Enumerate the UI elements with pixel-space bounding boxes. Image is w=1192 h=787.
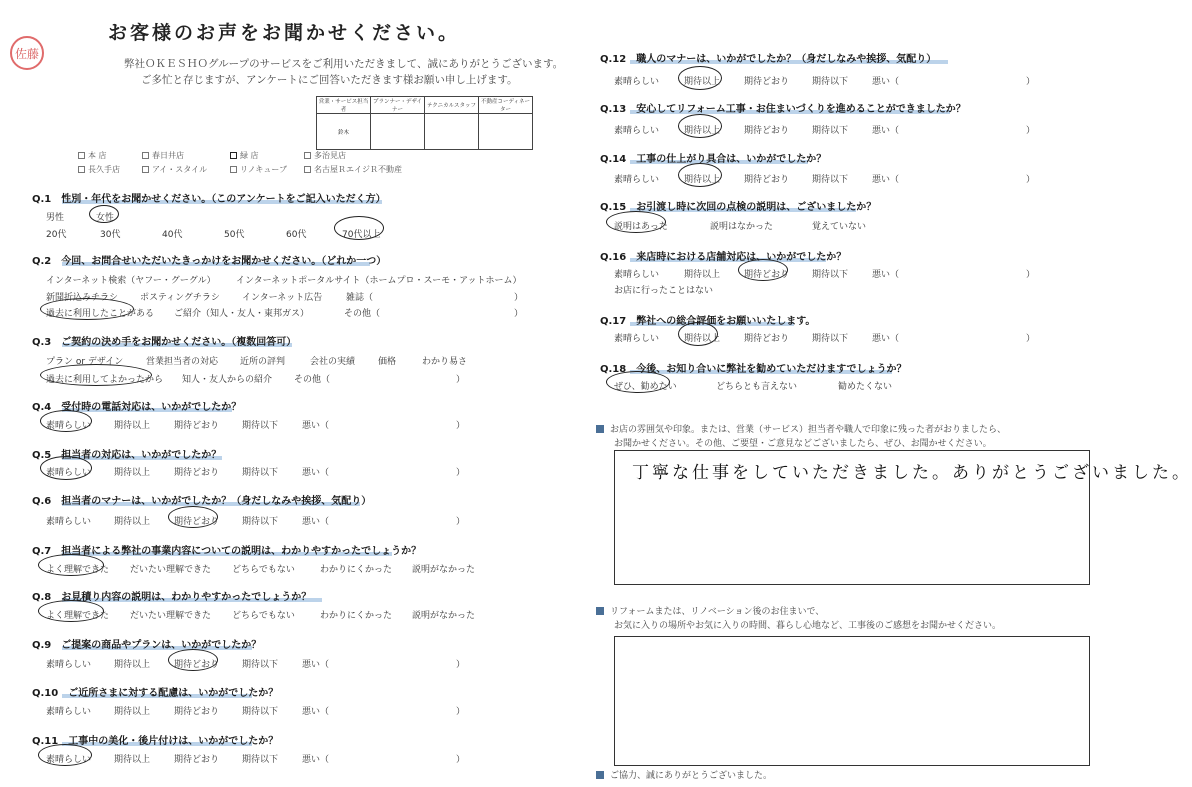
option-source[interactable]: ご紹介（知人・友人・東邦ガス） <box>174 309 310 319</box>
understand-very-well[interactable]: よく理解できた <box>46 565 110 575</box>
store-option[interactable]: 多治見店 <box>304 150 346 161</box>
understand-mostly[interactable]: だいたい理解できた <box>130 565 212 575</box>
option-never-visited[interactable]: お店に行ったことはない <box>614 286 714 296</box>
paren-close: ） <box>1026 270 1036 280</box>
answer-circle <box>678 66 722 90</box>
option-source[interactable]: 過去に利用したことがある <box>46 309 155 319</box>
question-q6: Q.6 担当者のマナーは、いかがでしたか？（身だしなみや挨拶、気配り） <box>32 496 372 507</box>
rating-excellent[interactable]: 素晴らしい <box>46 468 92 478</box>
answer-circle <box>678 163 722 187</box>
rating-bad[interactable]: 悪い（ <box>302 517 330 527</box>
store-option[interactable]: 名古屋ＲエイジＲ不動産 <box>304 164 402 175</box>
answer-circle <box>89 205 119 223</box>
rating-above[interactable]: 期待以上 <box>684 126 721 136</box>
answer-circle <box>606 371 670 393</box>
option-reason[interactable]: 近所の評判 <box>240 357 286 367</box>
rating-below[interactable]: 期待以下 <box>242 707 279 717</box>
answer-circle <box>738 259 788 281</box>
rating-excellent[interactable]: 素晴らしい <box>46 755 92 765</box>
question-q1: Q.1 性別・年代をお聞かせください。（このアンケートをご記入いただく方） <box>32 194 386 205</box>
staff-header-technical: テクニカルスタッフ <box>425 97 479 114</box>
understand-neutral[interactable]: どちらでもない <box>232 565 295 575</box>
answer-circle <box>40 298 134 320</box>
store-option[interactable]: 春日井店 <box>142 150 184 161</box>
rating-bad[interactable]: 悪い（ <box>302 707 330 717</box>
question-q18: Q.18 今後、お知り合いに弊社を勧めていただけますでしょうか？ <box>600 364 907 375</box>
option-source[interactable]: ポスティングチラシ <box>140 293 220 303</box>
question-q12: Q.12 職人のマナーは、いかがでしたか？（身だしなみや挨拶、気配り） <box>600 54 937 65</box>
understand-none[interactable]: 説明がなかった <box>412 611 476 621</box>
rating-as-expected[interactable]: 期待どおり <box>744 175 790 185</box>
rating-below[interactable]: 期待以下 <box>812 126 849 136</box>
answer-circle <box>38 600 104 622</box>
comment-answer-1: 丁寧な仕事をしていただきました。ありがとうございました。 <box>632 463 1192 483</box>
option-neutral[interactable]: どちらとも言えない <box>716 382 798 392</box>
comment-section-1-prompt-2: お聞かせください。その他、ご要望・ご意見などございましたら、ぜひ、お聞かせください。 <box>614 439 992 449</box>
thanks-note: ご協力、誠にありがとうございました。 <box>596 768 772 781</box>
option-not-recommend[interactable]: 勧めたくない <box>838 382 893 392</box>
rating-as-expected[interactable]: 期待どおり <box>744 334 790 344</box>
realestate-staff-name[interactable] <box>479 114 533 150</box>
answer-circle <box>38 744 92 766</box>
rating-bad[interactable]: 悪い（ <box>302 755 330 765</box>
paren-close: ） <box>456 517 466 527</box>
option-reason[interactable]: 営業担当者の対応 <box>146 357 219 367</box>
staff-header-realestate: 不動産コーディネーター <box>479 97 533 114</box>
rating-excellent[interactable]: 素晴らしい <box>614 270 660 280</box>
rating-bad[interactable]: 悪い（ <box>302 421 330 431</box>
option-dont-remember[interactable]: 覚えていない <box>812 222 867 232</box>
option-age[interactable]: 30代 <box>100 230 121 240</box>
rating-below[interactable]: 期待以下 <box>242 421 279 431</box>
store-option[interactable]: リノキューブ <box>230 164 287 175</box>
store-option[interactable]: 緑 店 <box>230 150 259 161</box>
rating-above[interactable]: 期待以上 <box>114 468 151 478</box>
rating-as-expected[interactable]: 期待どおり <box>174 517 220 527</box>
paren-close: ） <box>1026 334 1036 344</box>
rating-above[interactable]: 期待以上 <box>684 77 721 87</box>
option-age[interactable]: 40代 <box>162 230 183 240</box>
option-reason[interactable]: 会社の実績 <box>310 357 356 367</box>
rating-above[interactable]: 期待以上 <box>684 270 721 280</box>
staff-header-sales: 営業・サービス担当者 <box>317 97 371 114</box>
comment-section-2-prompt: リフォームまたは、リノベーション後のお住まいで、 <box>596 604 824 617</box>
question-q5: Q.5 担当者の対応は、いかがでしたか？ <box>32 450 222 461</box>
rating-as-expected[interactable]: 期待どおり <box>174 707 220 717</box>
option-age[interactable]: 20代 <box>46 230 67 240</box>
question-q16: Q.16 来店時における店舗対応は、いかがでしたか？ <box>600 252 847 263</box>
section-marker-icon <box>596 607 604 615</box>
question-q17: Q.17 弊社への総合評価をお願いいたします。 <box>600 316 816 327</box>
rating-above[interactable]: 期待以上 <box>114 755 151 765</box>
option-reason[interactable]: わかり易さ <box>422 357 468 367</box>
answer-circle <box>678 114 722 138</box>
answer-circle <box>168 649 218 671</box>
intro-line-2: ご多忙と存じますが、アンケートにご回答いただきます様お願い申し上げます。 <box>141 74 518 86</box>
answer-circle <box>678 322 721 346</box>
store-option[interactable]: 本 店 <box>78 150 107 161</box>
rating-bad[interactable]: 悪い（ <box>872 126 900 136</box>
rating-above[interactable]: 期待以上 <box>684 175 721 185</box>
rating-above[interactable]: 期待以上 <box>114 707 151 717</box>
comment-box-2[interactable] <box>614 636 1090 766</box>
rating-excellent[interactable]: 素晴らしい <box>614 126 660 136</box>
paren-close: ） <box>456 660 466 670</box>
option-source[interactable]: インターネット検索（ヤフー・グーグル） <box>46 276 216 286</box>
understand-hard[interactable]: わかりにくかった <box>320 565 393 575</box>
rating-as-expected[interactable]: 期待どおり <box>744 77 790 87</box>
option-source[interactable]: 新聞折込みチラシ <box>46 293 119 303</box>
rating-bad[interactable]: 悪い（ <box>302 468 330 478</box>
option-age[interactable]: 70代以上 <box>342 230 381 240</box>
question-q14: Q.14 工事の仕上がり具合は、いかがでしたか？ <box>600 154 827 165</box>
answer-circle <box>40 456 92 480</box>
understand-mostly[interactable]: だいたい理解できた <box>130 611 212 621</box>
question-q11: Q.11 工事中の美化・後片付けは、いかがでしたか？ <box>32 736 279 747</box>
rating-bad[interactable]: 悪い（ <box>872 77 900 87</box>
paren-close: ） <box>1026 77 1036 87</box>
rating-as-expected[interactable]: 期待どおり <box>744 126 790 136</box>
rating-above[interactable]: 期待以上 <box>114 517 151 527</box>
option-recommend[interactable]: ぜひ、勧めたい <box>614 382 677 392</box>
sales-staff-name[interactable]: 鈴木 <box>317 114 371 150</box>
rating-bad[interactable]: 悪い（ <box>872 270 900 280</box>
paren-close: ） <box>456 421 466 431</box>
planner-staff-name[interactable] <box>371 114 425 150</box>
page-title: お客様のお声をお聞かせください。 <box>108 22 461 44</box>
option-explained[interactable]: 説明はあった <box>614 222 668 232</box>
rating-excellent[interactable]: 素晴らしい <box>614 77 660 87</box>
rating-below[interactable]: 期待以下 <box>812 77 849 87</box>
answer-circle <box>606 211 666 233</box>
rating-below[interactable]: 期待以下 <box>242 660 279 670</box>
rating-below[interactable]: 期待以下 <box>812 334 849 344</box>
rating-as-expected[interactable]: 期待どおり <box>174 421 220 431</box>
option-source[interactable]: インターネットポータルサイト（ホームプロ・スーモ・アットホーム） <box>236 276 522 286</box>
rating-as-expected[interactable]: 期待どおり <box>174 660 220 670</box>
answer-circle <box>40 410 92 432</box>
paren-close: ） <box>514 293 524 303</box>
section-marker-icon <box>596 425 604 433</box>
seal-stamp: 佐藤 <box>10 36 44 70</box>
rating-below[interactable]: 期待以下 <box>242 517 279 527</box>
question-q2: Q.2 今回、お問合せいただいたきっかけをお聞かせください。（どれか一つ） <box>32 256 387 267</box>
paren-close: ） <box>456 468 466 478</box>
option-reason[interactable]: その他（ <box>294 375 331 385</box>
store-option[interactable]: アイ・スタイル <box>142 164 207 175</box>
rating-above[interactable]: 期待以上 <box>114 660 151 670</box>
rating-as-expected[interactable]: 期待どおり <box>744 270 790 280</box>
rating-excellent[interactable]: 素晴らしい <box>46 421 92 431</box>
option-not-explained[interactable]: 説明はなかった <box>710 222 774 232</box>
rating-above[interactable]: 期待以上 <box>684 334 721 344</box>
answer-circle <box>168 506 218 528</box>
option-age[interactable]: 60代 <box>286 230 307 240</box>
comment-section-2-prompt-2: お気に入りの場所やお気に入りの時間、暮らし心地など、工事後のご感想をお聞かせください。 <box>614 621 1002 631</box>
technical-staff-name[interactable] <box>425 114 479 150</box>
option-age[interactable]: 50代 <box>224 230 245 240</box>
answer-circle <box>334 216 384 240</box>
option-reason[interactable]: 過去に利用してよかったから <box>46 375 164 385</box>
rating-below[interactable]: 期待以下 <box>812 270 849 280</box>
option-reason[interactable]: 価格 <box>378 357 397 367</box>
rating-excellent[interactable]: 素晴らしい <box>46 660 92 670</box>
rating-above[interactable]: 期待以上 <box>114 421 151 431</box>
option-female[interactable]: 女性 <box>96 213 115 223</box>
question-q3: Q.3 ご契約の決め手をお聞かせください。（複数回答可） <box>32 337 297 348</box>
staff-header-planner: プランナー・デザイナー <box>371 97 425 114</box>
rating-below[interactable]: 期待以下 <box>812 175 849 185</box>
paren-close: ） <box>1026 126 1036 136</box>
question-q7: Q.7 担当者による弊社の事業内容についての説明は、わかりやすかったでしょうか？ <box>32 546 422 557</box>
paren-close: ） <box>456 375 466 385</box>
comment-section-1-prompt: お店の雰囲気や印象。または、営業（サービス）担当者や職人で印象に残った者がおりましたら、 <box>596 422 1006 435</box>
answer-circle <box>38 554 104 576</box>
understand-very-well[interactable]: よく理解できた <box>46 611 110 621</box>
store-option[interactable]: 長久手店 <box>78 164 120 175</box>
answer-circle <box>40 364 152 386</box>
paren-close: ） <box>456 707 466 717</box>
understand-hard[interactable]: わかりにくかった <box>320 611 393 621</box>
rating-below[interactable]: 期待以下 <box>242 755 279 765</box>
rating-excellent[interactable]: 素晴らしい <box>46 707 92 717</box>
paren-close: ） <box>514 309 524 319</box>
option-source[interactable]: インターネット広告 <box>242 293 323 303</box>
question-q13: Q.13 安心してリフォーム工事・お住まいづくりを進めることができましたか？ <box>600 104 966 115</box>
question-q10: Q.10 ご近所さまに対する配慮は、いかがでしたか？ <box>32 688 279 699</box>
option-male[interactable]: 男性 <box>46 213 65 223</box>
rating-as-expected[interactable]: 期待どおり <box>174 755 220 765</box>
intro-line-1: 弊社ＯＫＥＳＨＯグループのサービスをご利用いただきまして、誠にありがとうございます。 <box>124 58 564 70</box>
option-source[interactable]: 雑誌（ <box>346 293 374 303</box>
rating-as-expected[interactable]: 期待どおり <box>174 468 220 478</box>
rating-excellent[interactable]: 素晴らしい <box>46 517 92 527</box>
question-q15: Q.15 お引渡し時に次回の点検の説明は、ございましたか？ <box>600 202 877 213</box>
question-q8: Q.8 お見積り内容の説明は、わかりやすかったでしょうか？ <box>32 592 312 603</box>
question-q4: Q.4 受付時の電話対応は、いかがでしたか？ <box>32 402 242 413</box>
paren-close: ） <box>1026 175 1036 185</box>
section-marker-icon <box>596 771 604 779</box>
understand-neutral[interactable]: どちらでもない <box>232 611 295 621</box>
paren-close: ） <box>456 755 466 765</box>
rating-bad[interactable]: 悪い（ <box>302 660 330 670</box>
option-reason[interactable]: プラン or デザイン <box>46 357 124 367</box>
rating-excellent[interactable]: 素晴らしい <box>614 334 660 344</box>
rating-excellent[interactable]: 素晴らしい <box>614 175 660 185</box>
rating-bad[interactable]: 悪い（ <box>872 175 900 185</box>
question-q9: Q.9 ご提案の商品やプランは、いかがでしたか？ <box>32 640 262 651</box>
staff-table <box>316 96 533 150</box>
rating-below[interactable]: 期待以下 <box>242 468 279 478</box>
understand-none[interactable]: 説明がなかった <box>412 565 476 575</box>
option-source[interactable]: その他（ <box>344 309 381 319</box>
option-reason[interactable]: 知人・友人からの紹介 <box>182 375 273 385</box>
rating-bad[interactable]: 悪い（ <box>872 334 900 344</box>
